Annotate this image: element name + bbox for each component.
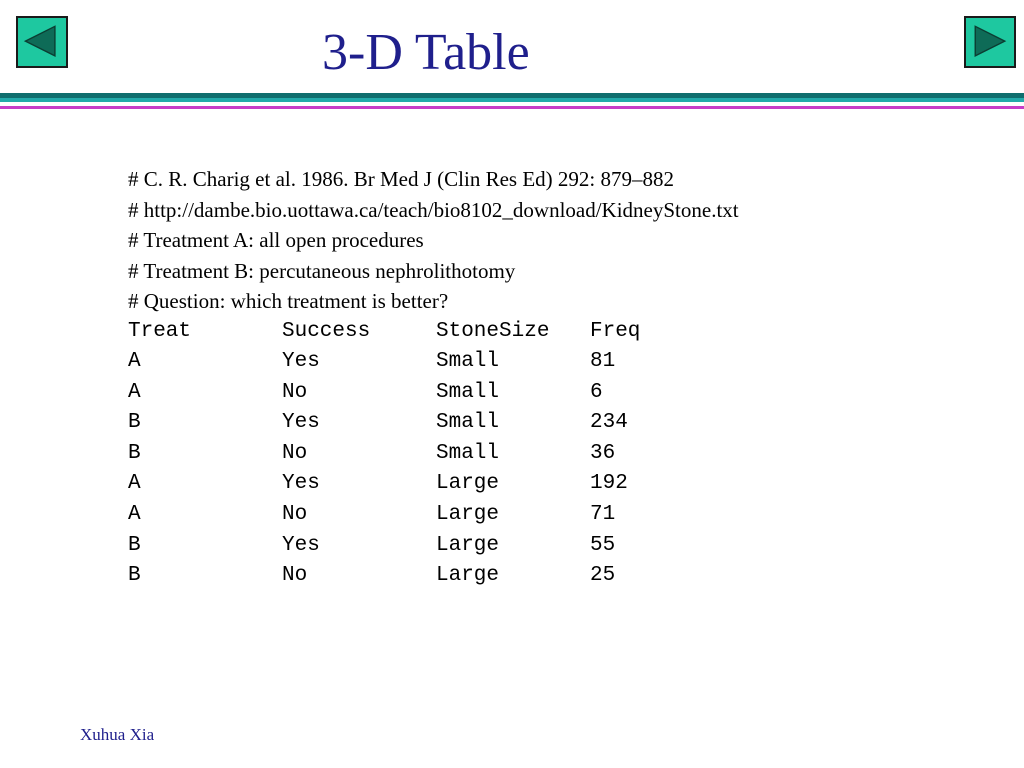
comment-line: # Treatment A: all open procedures (128, 228, 424, 252)
table-cell: Yes (282, 350, 320, 374)
table-cell: Small (436, 380, 500, 404)
comment-line: # Treatment B: percutaneous nephrolithotomy (128, 258, 516, 283)
table-cell: Small (436, 411, 500, 435)
table-row (128, 347, 988, 378)
table-cell: Large (436, 564, 500, 588)
header-rule-magenta (0, 106, 1024, 109)
table-cell: Large (436, 533, 500, 557)
table-row (128, 469, 988, 500)
table-cell: Yes (282, 472, 320, 496)
table-row (128, 408, 988, 439)
table-cell: No (282, 380, 308, 404)
table-row (128, 561, 988, 592)
table-cell: No (282, 564, 308, 588)
table-cell: No (282, 441, 308, 465)
table-header-cell: StoneSize (436, 319, 550, 343)
table-header-row (128, 317, 988, 348)
author-footer: Xuhua Xia (80, 725, 155, 744)
table-cell: B (128, 533, 141, 557)
table-cell: No (282, 503, 308, 527)
table-cell: Yes (282, 411, 320, 435)
triangle-left-icon (18, 18, 66, 66)
table-cell: Large (436, 503, 500, 527)
comment-line: # C. R. Charig et al. 1986. Br Med J (Clin Res Ed) 292: 879–882 (128, 167, 674, 191)
previous-slide-button[interactable] (16, 16, 68, 68)
table-cell: Yes (282, 533, 320, 557)
table-row (128, 439, 988, 470)
table-header-cell: Freq (590, 319, 641, 343)
table-cell: 81 (590, 350, 616, 374)
table-cell: A (128, 350, 141, 374)
table-cell: 36 (590, 441, 616, 465)
table-cell: 25 (590, 564, 616, 588)
table-header-cell: Success (282, 319, 371, 343)
table-cell: 234 (590, 411, 628, 435)
table-cell: Small (436, 441, 500, 465)
table-row (128, 378, 988, 409)
table-cell: 6 (590, 380, 603, 404)
table-cell: 192 (590, 472, 628, 496)
table-cell: A (128, 503, 141, 527)
table-cell: B (128, 564, 141, 588)
header-rule-teal (0, 98, 1024, 102)
comment-line: # Question: which treatment is better? (128, 289, 449, 313)
table-row (128, 500, 988, 531)
table-cell: 71 (590, 503, 616, 527)
table-cell: A (128, 472, 141, 496)
table-cell: Small (436, 350, 500, 374)
slide-title: 3-D Table (322, 24, 530, 81)
table-cell: 55 (590, 533, 616, 557)
next-slide-button[interactable] (964, 16, 1016, 68)
table-cell: B (128, 411, 141, 435)
comment-line: # http://dambe.bio.uottawa.ca/teach/bio8102_download/KidneyStone.txt (128, 197, 739, 222)
table-cell: B (128, 441, 141, 465)
table-cell: A (128, 380, 141, 404)
table-row (128, 531, 988, 562)
triangle-right-icon (966, 18, 1014, 66)
slide-content (128, 164, 988, 592)
table-header-cell: Treat (128, 319, 192, 343)
table-cell: Large (436, 472, 500, 496)
